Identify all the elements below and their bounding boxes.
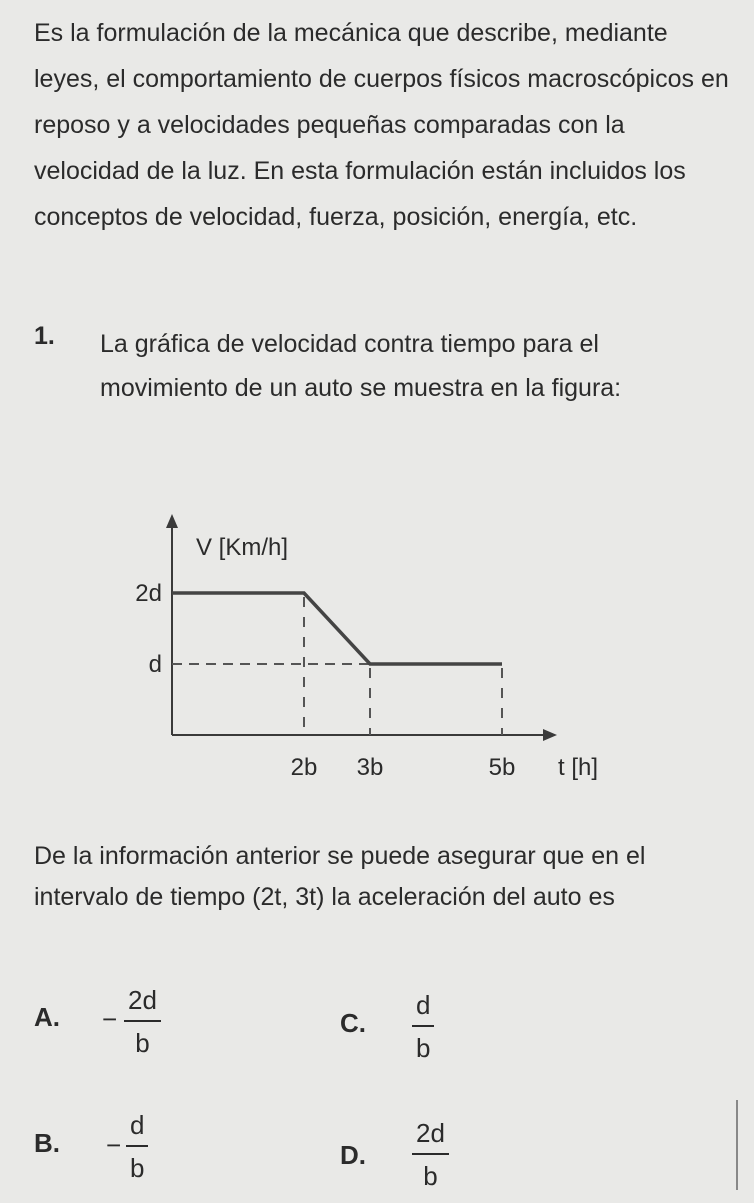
option-a-denominator: b: [135, 1028, 150, 1058]
option-c-label: C.: [340, 1008, 366, 1038]
intro-paragraph: Es la formulación de la mecánica que describe, mediante leyes, el comportamiento de cuerpos físicos macroscópicos en reposo y a velocidades pequeñas comparadas con la velocidad de la luz. En esta formulación están incluidos los conceptos de velocidad, fuerza, posición, energía, etc.: [34, 19, 729, 231]
x-axis-label: t [h]: [558, 754, 599, 781]
velocity-series-line: [172, 593, 502, 664]
velocity-time-chart: [0, 500, 754, 800]
question-prompt: De la información anterior se puede asegurar que en el intervalo de tiempo (2t, 3t) la aceleración del auto es: [34, 842, 646, 911]
option-b-numerator: d: [126, 1110, 148, 1147]
question-text: La gráfica de velocidad contra tiempo para el movimiento de un auto se muestra en la figura:: [100, 330, 622, 402]
page-edge-line: [736, 1100, 738, 1190]
option-d-numerator: 2d: [412, 1118, 449, 1155]
option-d-denominator: b: [423, 1161, 438, 1191]
option-d-label: D.: [340, 1140, 366, 1170]
option-b-fraction: [126, 1110, 148, 1184]
option-a-numerator: 2d: [124, 985, 161, 1022]
x-axis-arrow: [543, 729, 557, 741]
y-axis-arrow: [166, 514, 178, 528]
option-d-fraction: [412, 1118, 449, 1192]
option-c-numerator: d: [412, 990, 434, 1027]
option-b-label: B.: [34, 1128, 60, 1158]
option-b-denominator: b: [130, 1153, 145, 1183]
option-c-denominator: b: [416, 1033, 431, 1063]
y-axis-label: V [Km/h]: [196, 534, 289, 561]
option-a-fraction: [124, 985, 161, 1059]
y-tick-label: 2d: [135, 580, 162, 607]
x-tick-label: 5b: [488, 754, 516, 781]
option-a-label: A.: [34, 1002, 60, 1032]
x-tick-label: 2b: [290, 754, 318, 781]
option-a-sign: −: [102, 1004, 118, 1034]
x-tick-label: 3b: [356, 754, 384, 781]
option-b-sign: −: [106, 1130, 122, 1160]
y-tick-label: d: [148, 651, 162, 678]
option-c-fraction: [412, 990, 434, 1064]
question-number: 1.: [34, 322, 55, 350]
